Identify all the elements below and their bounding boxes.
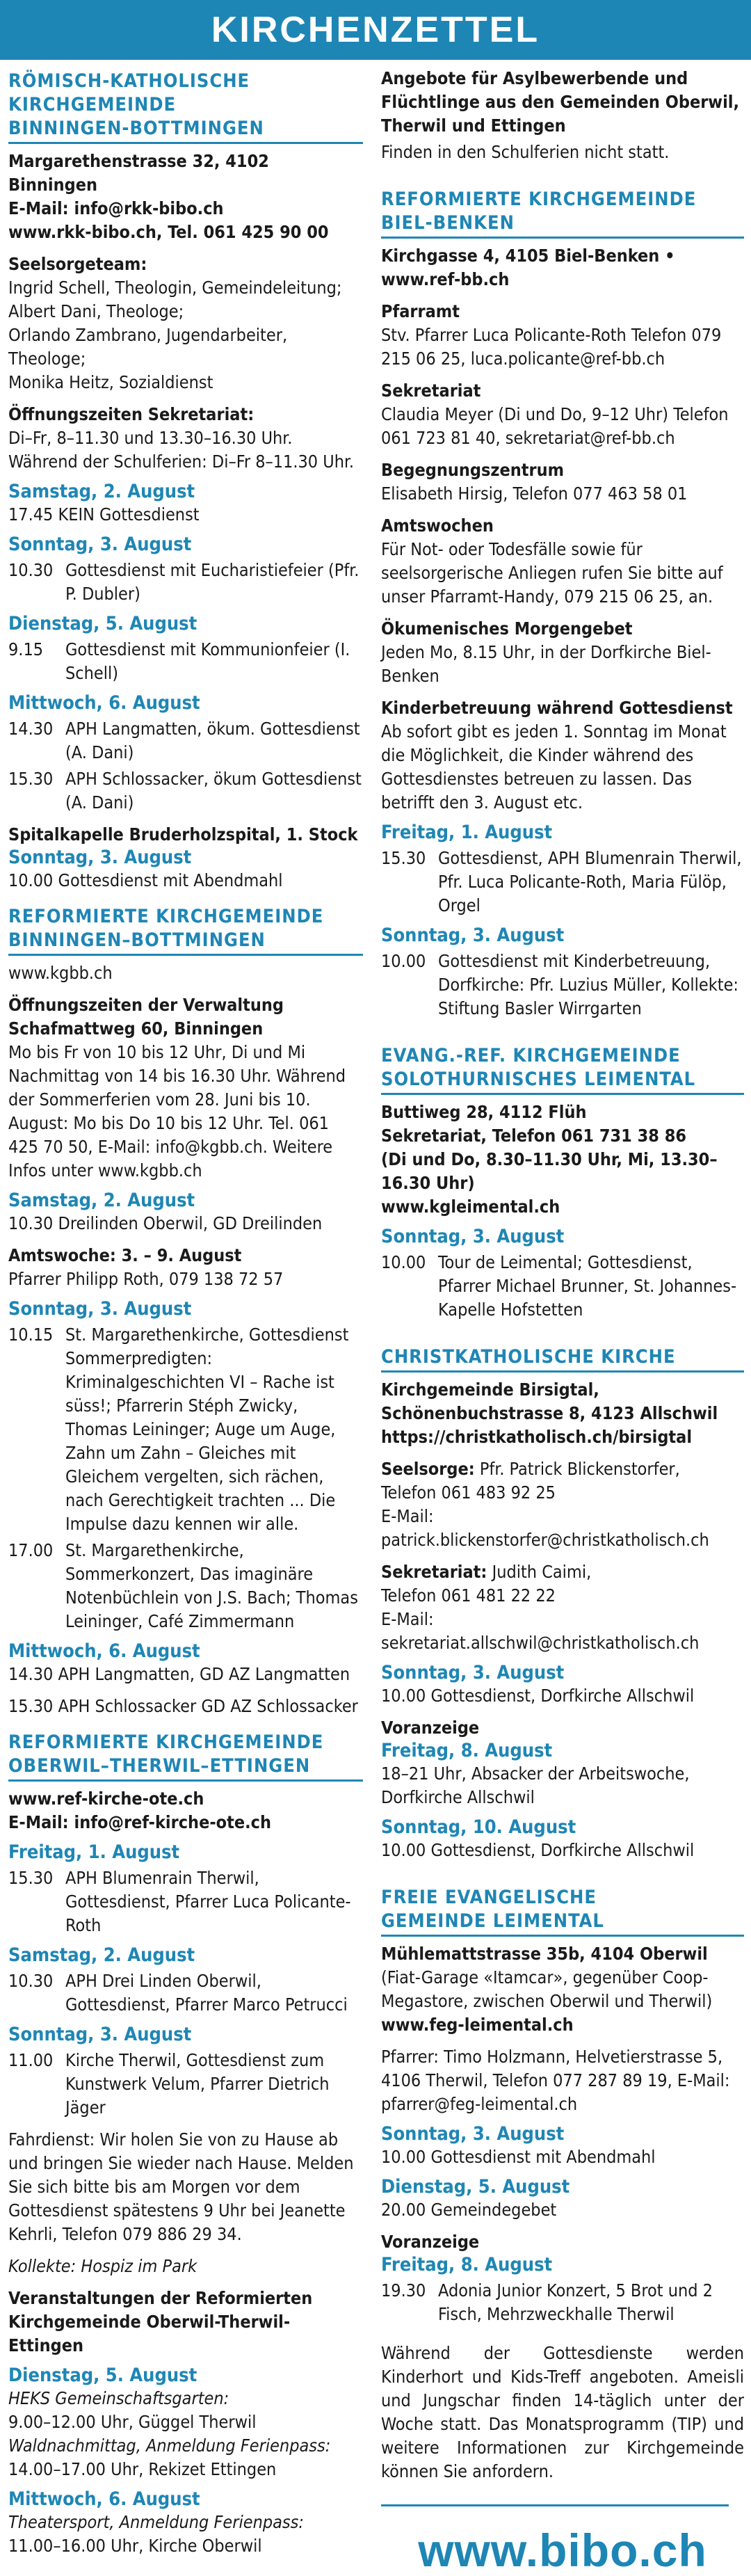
heading-line: BINNINGEN–BOTTMINGEN	[8, 929, 266, 951]
office-hours: (Di und Do, 8.30–11.30 Uhr, Mi, 13.30–16.30 Uhr)	[381, 1149, 718, 1193]
event-date: Mittwoch, 6. August	[8, 2488, 200, 2510]
section-feg	[381, 1865, 744, 2483]
collection-note: Kollekte: Hospiz im Park	[8, 2256, 197, 2276]
week-contact: Pfarrer Philipp Roth, 079 138 72 57	[8, 1269, 284, 1289]
heading-rule	[381, 1935, 744, 1937]
pastor-contact: Pfarrer: Timo Holzmann, Helvetierstrasse 5, 4106 Therwil, Telefon 077 287 89 19, E-Mail: pfarrer@feg-leimental.ch	[381, 2047, 730, 2114]
section-heading	[8, 905, 363, 952]
office-address: Schafmattweg 60, Binningen	[8, 1018, 264, 1039]
heading-line: EVANG.-REF. KIRCHGEMEINDE	[381, 1045, 681, 1066]
heading-rule	[8, 142, 363, 144]
event-title: Theatersport, Anmeldung Ferienpass:	[8, 2512, 304, 2532]
event: 10.30 Dreilinden Oberwil, GD Dreilinden	[8, 1213, 323, 1233]
event: 15.30 APH Schlossacker GD AZ Schlossacker	[8, 1696, 358, 1716]
event-date: Sonntag, 3. August	[381, 1662, 565, 1683]
event-date: Freitag, 1. August	[8, 1841, 180, 1863]
event: 17.45 KEIN Gottesdienst	[8, 504, 200, 525]
chapel-label: Spitalkapelle Bruderholzspital, 1. Stock	[8, 824, 358, 845]
duty-text: Für Not- oder Todesfälle sowie für seelsorgerische Anliegen rufen Sie bitte auf unser Pfarramt-Handy, 079 215 06 25, an.	[381, 539, 723, 607]
office-hours: Di–Fr, 8–11.30 und 13.30–16.30 Uhr.	[8, 428, 293, 448]
section-ote	[8, 1731, 363, 2558]
event-date: Freitag, 1. August	[381, 822, 553, 843]
event-date: Samstag, 2. August	[8, 1190, 195, 1211]
website: www.ref-kirche-ote.ch	[8, 1789, 204, 1809]
event-desc: Tour de Leimental; Gottesdienst, Pfarrer Michael Brunner, St. Johannes-Kapelle Hofstetten	[438, 1252, 737, 1320]
prayer-text: Jeden Mo, 8.15 Uhr, in der Dorfkirche Biel-Benken	[381, 642, 711, 686]
phone: Sekretariat, Telefon 061 731 38 86	[381, 1126, 687, 1146]
preview-label: Voranzeige	[381, 2232, 480, 2252]
secretariat-line	[381, 1560, 744, 1584]
event-desc: St. Margarethenkirche, Gottesdienst Sommerpredigten: Kriminalgeschichten VI – Rache ist süss!; Pfarrerin Stéph Zwicky, Thomas Leininger; Auge um Auge, Zahn um Zahn – Gleiches mit Gleichem vergelten, sich rächen, nach Gerechtigkeit trachten ... Die Impulse dazu kennen wir alle.	[65, 1325, 349, 1534]
event	[8, 767, 363, 815]
event-date: Sonntag, 3. August	[8, 2024, 192, 2045]
event-date: Dienstag, 5. August	[381, 2176, 570, 2198]
event-date: Freitag, 8. August	[381, 1740, 553, 1761]
section-heading	[8, 70, 363, 141]
heading-rule	[8, 954, 363, 956]
event	[8, 1866, 363, 1937]
event-time: 17.00	[8, 1540, 54, 1560]
event-time-place: 14.00–17.00 Uhr, Rekizet Ettingen	[8, 2459, 277, 2479]
event	[8, 1539, 363, 1633]
event-desc: St. Margarethenkirche, Sommerkonzert, Das imaginäre Notenbüchlein von J.S. Bach; Thomas Leininger, Café Zimmermann	[65, 1540, 358, 1631]
childcare-label: Kinderbetreuung während Gottesdienst	[381, 698, 733, 718]
closing-rule	[381, 2504, 729, 2506]
event-date: Sonntag, 3. August	[381, 925, 565, 946]
address: Schönenbuchstrasse 8, 4123 Allschwil	[381, 1403, 718, 1423]
section-ck	[381, 1325, 744, 1862]
email: E-Mail: info@rkk-bibo.ch	[8, 198, 224, 218]
preview-label: Voranzeige	[381, 1718, 480, 1738]
event	[8, 559, 363, 606]
heading-rule	[8, 1779, 363, 1782]
event-time: 10.30	[8, 560, 54, 580]
address: Mühlemattstrasse 35b, 4104 Oberwil	[381, 1944, 708, 1964]
event-title: HEKS Gemeinschaftsgarten:	[8, 2388, 229, 2408]
pastor-contact: Stv. Pfarrer Luca Policante-Roth Telefon 079 215 06 25, luca.policante@ref-bb.ch	[381, 325, 722, 369]
pastor-line	[381, 1457, 744, 1481]
pastor-email: E-Mail: patrick.blickenstorfer@christkatholisch.ch	[381, 1506, 709, 1550]
columns	[0, 60, 751, 2576]
event-time: 19.30	[381, 2280, 426, 2301]
address: Margarethenstrasse 32, 4102 Binningen	[8, 151, 269, 195]
parish-name: Kirchgemeinde Birsigtal,	[381, 1379, 599, 1400]
secretariat-phone: Telefon 061 481 22 22	[381, 1585, 556, 1606]
event-date: Sonntag, 3. August	[8, 1298, 192, 1320]
event: 18–21 Uhr, Absacker der Arbeitswoche, Dorfkirche Allschwil	[381, 1763, 690, 1807]
event: 20.00 Gemeindegebet	[381, 2200, 557, 2220]
section-rk	[8, 70, 363, 893]
center-label: Begegnungszentrum	[381, 460, 565, 480]
event-time: 10.30	[8, 1971, 54, 1991]
heading-rule	[381, 1093, 744, 1095]
left-column	[8, 67, 363, 2576]
website-phone: www.rkk-bibo.ch, Tel. 061 425 90 00	[8, 222, 329, 242]
event	[381, 847, 744, 918]
office-hours: Mo bis Fr von 10 bis 12 Uhr, Di und Mi Nachmittag von 14 bis 16.30 Uhr. Während der Sommerferien vom 28. Juni bis 10. August: Mo bis Do 10 bis 12 Uhr. Tel. 061 425 70 50, E-Mail: info@kgbb.ch. Weitere Infos unter www.kgbb.ch	[8, 1042, 346, 1181]
team-member: Ingrid Schell, Theologin, Gemeindeleitung;	[8, 278, 342, 298]
pastor-label: Seelsorge:	[381, 1459, 475, 1479]
secretariat-label: Sekretariat	[381, 381, 481, 401]
heading-line: FREIE EVANGELISCHE	[381, 1887, 597, 1908]
team-label: Seelsorgeteam:	[8, 254, 147, 274]
duty-label: Amtswochen	[381, 515, 494, 536]
event	[381, 1251, 744, 1322]
event-date: Sonntag, 3. August	[381, 2123, 565, 2145]
event-desc: APH Drei Linden Oberwil, Gottesdienst, Pfarrer Marco Petrucci	[65, 1971, 348, 2015]
event-desc: APH Blumenrain Therwil, Gottesdienst, Pfarrer Luca Policante-Roth	[65, 1868, 351, 1935]
event-date: Freitag, 8. August	[381, 2254, 553, 2275]
event: 10.00 Gottesdienst mit Abendmahl	[381, 2147, 656, 2167]
childcare-text: Ab sofort gibt es jeden 1. Sonntag im Monat die Möglichkeit, die Kinder während des Gottesdienstes betreuen zu lassen. Das betrifft den 3. August etc.	[381, 721, 727, 813]
event-desc: Gottesdienst, APH Blumenrain Therwil, Pfr. Luca Policante-Roth, Maria Fülöp, Orgel	[438, 848, 742, 915]
event-date: Mittwoch, 6. August	[8, 1640, 200, 1662]
event: 10.00 Gottesdienst, Dorfkirche Allschwil	[381, 1686, 695, 1706]
event-desc: Gottesdienst mit Kinderbetreuung, Dorfkirche: Pfr. Luzius Müller, Kollekte: Stiftung Basler Wirrgarten	[438, 951, 738, 1018]
event-desc: Kirche Therwil, Gottesdienst zum Kunstwerk Velum, Pfarrer Dietrich Jäger	[65, 2050, 330, 2118]
event-date: Samstag, 2. August	[8, 1944, 195, 1966]
heading-line: CHRISTKATHOLISCHE KIRCHE	[381, 1346, 676, 1368]
event	[381, 2279, 744, 2326]
transport-info: Fahrdienst: Wir holen Sie von zu Hause ab und bringen Sie wieder nach Hause. Melden Sie sich bitte bis am Morgen vor dem Gottesdienst spätestens 9 Uhr bei Jeanette Kehrli, Telefon 079 886 29 34.	[8, 2129, 354, 2244]
heading-line: KIRCHGEMEINDE	[8, 94, 177, 115]
event	[8, 1323, 363, 1536]
heading-line: GEMEINDE LEIMENTAL	[381, 1910, 604, 1932]
heading-line: BINNINGEN-BOTTMINGEN	[8, 118, 264, 139]
event-time: 11.00	[8, 2050, 54, 2070]
event-title: Waldnachmittag, Anmeldung Ferienpass:	[8, 2435, 331, 2456]
event-desc: APH Schlossacker, ökum Gottesdienst (A. Dani)	[65, 769, 362, 813]
event	[8, 2049, 363, 2120]
event-time: 9.15	[8, 639, 44, 659]
event-desc: Adonia Junior Konzert, 5 Brot und 2 Fisch, Mehrzweckhalle Therwil	[438, 2280, 713, 2324]
event-time: 15.30	[8, 1868, 54, 1888]
asylum-offer: Angebote für Asylbewerbende und Flüchtlinge aus den Gemeinden Oberwil, Therwil und Ettingen	[381, 68, 740, 136]
website: www.kgbb.ch	[8, 963, 113, 983]
pastor-name: Pfr. Patrick Blickenstorfer,	[474, 1459, 680, 1479]
event-date: Sonntag, 3. August	[8, 847, 192, 868]
page-title-banner	[0, 0, 751, 60]
website: www.kgleimental.ch	[381, 1197, 560, 1217]
section-heading	[381, 1325, 744, 1369]
heading-line: REFORMIERTE KIRCHGEMEINDE	[8, 906, 324, 927]
event-time: 15.30	[381, 848, 426, 868]
event-time: 10.15	[8, 1325, 54, 1345]
secretariat-label: Sekretariat:	[381, 1562, 487, 1582]
pastor-label: Pfarramt	[381, 301, 460, 321]
heading-line: RÖMISCH-KATHOLISCHE	[8, 70, 250, 92]
address: Buttiweg 28, 4112 Flüh	[381, 1102, 587, 1122]
section-heading	[381, 167, 744, 235]
event-date: Dienstag, 5. August	[8, 2365, 197, 2386]
right-column	[378, 67, 744, 2576]
event	[8, 717, 363, 765]
event-time: 10.00	[381, 951, 426, 971]
asylum-note: Finden in den Schulferien nicht statt.	[381, 142, 670, 162]
email: E-Mail: info@ref-kirche-ote.ch	[8, 1812, 272, 1832]
section-heading	[381, 1023, 744, 1091]
heading-rule	[381, 1370, 744, 1373]
event-time-place: 11.00–16.00 Uhr, Kirche Oberwil	[8, 2536, 262, 2556]
event-date: Dienstag, 5. August	[8, 613, 197, 634]
event-date: Sonntag, 3. August	[381, 1226, 565, 1247]
event-time: 15.30	[8, 769, 54, 789]
closing-note: Während der Gottesdienste werden Kinderhort und Kids-Treff angeboten. Ameisli und Jungschar finden 14-täglich unter der Woche statt. Das Monatsprogramm (TIP) und weitere Informationen zur Kirchgemeinde können Sie anfordern.	[381, 2343, 744, 2481]
event-date: Sonntag, 10. August	[381, 1816, 576, 1838]
event: 10.00 Gottesdienst mit Abendmahl	[8, 870, 283, 890]
secretariat-contact: Claudia Meyer (Di und Do, 9–12 Uhr) Telefon 061 723 81 40, sekretariat@ref-bb.ch	[381, 404, 729, 448]
section-heading	[381, 1865, 744, 1933]
website: www.feg-leimental.ch	[381, 2015, 574, 2035]
team-member: Orlando Zambrano, Jugendarbeiter, Theologe;	[8, 325, 288, 369]
address: Kirchgasse 4, 4105 Biel-Benken • www.ref-bb.ch	[381, 246, 675, 289]
section-asylum	[381, 67, 744, 164]
events-label: Veranstaltungen der Reformierten Kirchgemeinde Oberwil-Therwil-Ettingen	[8, 2288, 313, 2355]
page-title: KIRCHENZETTEL	[211, 10, 540, 50]
event	[8, 638, 363, 685]
heading-line: OBERWIL–THERWIL–ETTINGEN	[8, 1755, 311, 1777]
event: 14.30 APH Langmatten, GD AZ Langmatten	[8, 1664, 350, 1684]
team-member: Monika Heitz, Sozialdienst	[8, 372, 213, 392]
event	[8, 1969, 363, 2017]
section-sol	[381, 1023, 744, 1322]
heading-line: BIEL-BENKEN	[381, 212, 515, 234]
event	[381, 950, 744, 1021]
heading-line: REFORMIERTE KIRCHGEMEINDE	[8, 1731, 324, 1753]
event-desc: Gottesdienst mit Kommunionfeier (I. Schell)	[65, 639, 350, 683]
heading-line: SOLOTHURNISCHES LEIMENTAL	[381, 1069, 696, 1090]
team-member: Albert Dani, Theologe;	[8, 301, 184, 321]
pastor-phone: Telefon 061 483 92 25	[381, 1482, 556, 1503]
event-desc: Gottesdienst mit Eucharistiefeier (Pfr. P. Dubler)	[65, 560, 360, 604]
event-time: 14.30	[8, 719, 54, 739]
section-bb	[381, 167, 744, 1021]
event-desc: APH Langmatten, ökum. Gottesdienst (A. Dani)	[65, 719, 360, 762]
heading-rule	[381, 237, 744, 239]
event-time-place: 9.00–12.00 Uhr, Güggel Therwil	[8, 2412, 257, 2432]
secretariat-email: E-Mail: sekretariat.allschwil@christkatholisch.ch	[381, 1609, 700, 1653]
website: https://christkatholisch.ch/birsigtal	[381, 1427, 693, 1447]
prayer-label: Ökumenisches Morgengebet	[381, 618, 633, 639]
week-label: Amtswoche: 3. – 9. August	[8, 1245, 242, 1265]
event: 10.00 Gottesdienst, Dorfkirche Allschwil	[381, 1840, 695, 1860]
heading-line: REFORMIERTE KIRCHGEMEINDE	[381, 189, 697, 210]
section-heading	[8, 1731, 363, 1778]
office-label: Öffnungszeiten Sekretariat:	[8, 404, 255, 424]
event-time: 10.00	[381, 1252, 426, 1272]
section-rbb	[8, 905, 363, 1718]
event-date: Mittwoch, 6. August	[8, 692, 200, 714]
event-date: Sonntag, 3. August	[8, 534, 192, 555]
event-date: Samstag, 2. August	[8, 481, 195, 502]
secretariat-name: Judith Caimi,	[487, 1562, 592, 1582]
location-note: (Fiat-Garage «Itamcar», gegenüber Coop-Megastore, zwischen Oberwil und Therwil)	[381, 1967, 713, 2011]
office-label: Öffnungszeiten der Verwaltung	[8, 995, 284, 1015]
center-contact: Elisabeth Hirsig, Telefon 077 463 58 01	[381, 483, 688, 504]
office-hours: Während der Schulferien: Di–Fr 8–11.30 Uhr.	[8, 451, 355, 472]
footer-website[interactable]: www.bibo.ch	[418, 2525, 707, 2576]
